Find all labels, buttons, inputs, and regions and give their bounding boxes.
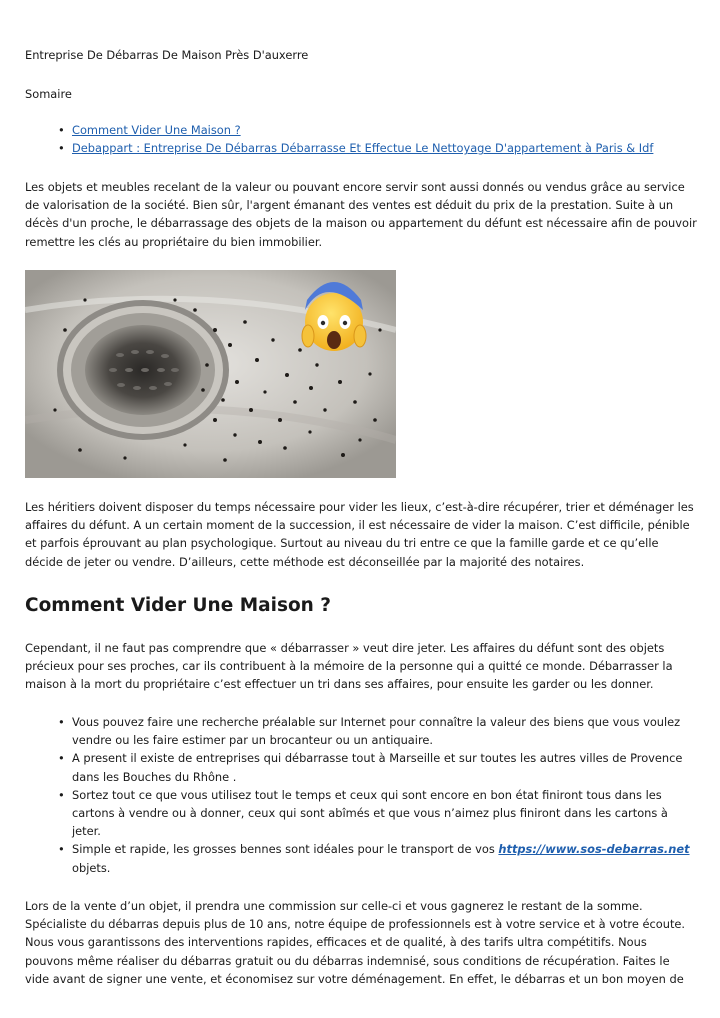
toc-item <box>25 121 653 139</box>
list-item-text: A present il existe de entreprises qui débarrasse tout à Marseille et sur toutes les autres villes de Provence dans les Bouches du Rhône . <box>72 751 683 784</box>
section-heading: Comment Vider Une Maison ? <box>25 595 332 616</box>
list-item-text: Simple et rapide, les grosses bennes sont idéales pour le transport de vos <box>72 842 495 857</box>
bullet-icon: • <box>58 842 65 857</box>
toc-link-comment-vider[interactable]: Comment Vider Une Maison ? <box>72 123 241 137</box>
sink-drain-with-insects-image <box>25 270 396 478</box>
paragraph: Les héritiers doivent disposer du temps nécessaire pour vider les lieux, c’est-à-dire récupérer, trier et déménager les affaires du défunt. A un certain moment de la succession, il est nécessaire de vider la maison. C’est difficile, pénible et parfois éprouvant au plan psychologique. Surtout au niveau du tri entre ce que la famille garde et ce qu’elle décide de jeter ou vendre. D’ailleurs, cette méthode est déconseillée par la majorité des notaires. <box>25 500 694 569</box>
list-item-text: Sortez tout ce que vous utilisez tout le temps et ceux qui sont encore en bon état finiront tous dans les cartons à vendre ou à donner, ceux qui sont abîmés et que vous n’aimez plus finiront dans les cartons à jeter. <box>72 787 668 839</box>
list-item <box>25 749 694 785</box>
paragraph: Lors de la vente d’un objet, il prendra une commission sur celle-ci et vous gagnerez le restant de la somme. Spécialiste du débarras depuis plus de 10 ans, notre équipe de professionnels est à votre service et à votre écoute. Nous vous garantissons des interventions rapides, efficaces et de qualité, à des tarifs ultra compétitifs. Nous pouvons même réaliser du débarras gratuit ou du débarras indemnisé, sous conditions de récupération. Faites le vide avant de signer une vente, et économisez sur votre déménagement. En effet, le débarras et un bon moyen de <box>25 899 686 986</box>
bullet-icon: • <box>58 787 65 802</box>
bullet-icon: • <box>58 141 65 156</box>
toc-label: Somaire <box>25 87 72 101</box>
paragraph: Les objets et meubles recelant de la valeur ou pouvant encore servir sont aussi donnés ou vendus grâce au service de valorisation de la société. Bien sûr, l'argent émanant des ventes est déduit du prix de la prestation. Suite à un décès d'un proche, le débarrassage des objets de la maison ou appartement du défunt est nécessaire afin de pouvoir remettre les clés au propriétaire du bien immobilier. <box>25 180 697 249</box>
list-item-text: Vous pouvez faire une recherche préalable sur Internet pour connaître la valeur des biens que vous voulez vendre ou les faire estimer par un brocanteur ou un antiquaire. <box>72 715 681 748</box>
tips-list <box>25 713 697 877</box>
bullet-icon: • <box>58 715 65 729</box>
external-link-sos-debarras[interactable]: https://www.sos-debarras.net <box>498 842 690 857</box>
table-of-contents <box>25 121 653 157</box>
list-item <box>25 840 694 876</box>
bullet-icon: • <box>58 123 65 137</box>
list-item-text: objets. <box>72 860 111 875</box>
list-item <box>25 786 694 841</box>
document-title: Entreprise De Débarras De Maison Près D'auxerre <box>25 48 309 62</box>
bullet-icon: • <box>58 751 65 766</box>
toc-item <box>25 139 653 157</box>
sink-drain-photo <box>25 270 396 478</box>
list-item <box>25 713 694 749</box>
toc-link-debappart[interactable]: Debappart : Entreprise De Débarras Débarrasse Et Effectue Le Nettoyage D'appartement à Paris & Idf <box>72 141 654 156</box>
paragraph: Cependant, il ne faut pas comprendre que « débarrasser » veut dire jeter. Les affaires du défunt sont des objets précieux pour ses proches, car ils contribuent à la mémoire de la personne qui a quitté ce monde. Débarrasser la maison à la mort du propriétaire c’est effectuer un tri dans ses affaires, pour ensuite les garder ou les donner. <box>25 641 673 692</box>
